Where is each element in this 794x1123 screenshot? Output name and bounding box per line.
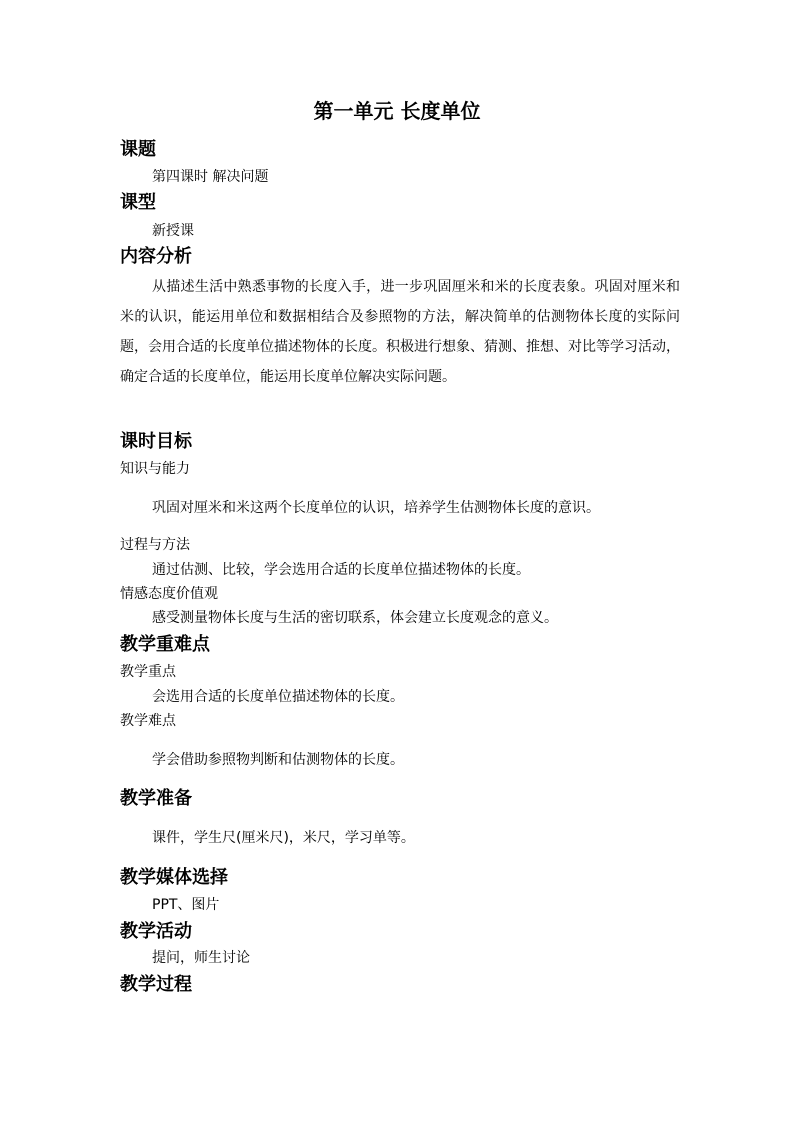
topic-text: 第四课时 解决问题 [152,169,269,185]
keypoint-difficulty-text: 学会借助参照物判断和估测物体的长度。 [152,752,404,768]
media-text: PPT、图片 [152,897,220,913]
goal-process-label: 过程与方法 [120,537,190,553]
type-text: 新授课 [152,223,194,239]
keypoint-difficulty-label: 教学难点 [120,713,176,729]
prep-text: 课件，学生尺(厘米尺)，米尺，学习单等。 [152,830,415,846]
goal-knowledge-label: 知识与能力 [120,461,190,477]
analysis-paragraph: 从描述生活中熟悉事物的长度入手，进一步巩固厘米和米的长度表象。巩固对厘米和米的认识，能运用单位和数据相结合及参照物的方法，解决简单的估测物体长度的实际问题，会用合适的长度单位描述物体的长度。积极进行想象、猜测、推想、对比等学习活动，确定合适的长度单位，能运用长度单位解决实际问题。 [120,279,680,385]
goal-knowledge-text: 巩固对厘米和米这两个长度单位的认识，培养学生估测物体长度的意识。 [152,500,600,516]
section-heading-activity: 教学活动 [120,921,192,942]
section-heading-topic: 课题 [120,139,156,160]
section-heading-keypoints: 教学重难点 [120,634,210,655]
section-heading-process: 教学过程 [120,974,192,995]
section-heading-type: 课型 [120,192,156,213]
activity-text: 提问，师生讨论 [152,950,250,966]
section-heading-analysis: 内容分析 [120,246,192,267]
goal-emotion-text: 感受测量物体长度与生活的密切联系，体会建立长度观念的意义。 [152,610,558,626]
section-heading-goals: 课时目标 [120,431,192,452]
keypoint-focus-label: 教学重点 [120,664,176,680]
section-heading-media: 教学媒体选择 [120,867,228,888]
section-heading-prep: 教学准备 [120,788,192,809]
keypoint-focus-text: 会选用合适的长度单位描述物体的长度。 [152,689,404,705]
goal-emotion-label: 情感态度价值观 [120,586,218,602]
page-title: 第一单元 长度单位 [313,99,481,123]
goal-process-text: 通过估测、比较，学会选用合适的长度单位描述物体的长度。 [152,562,530,578]
